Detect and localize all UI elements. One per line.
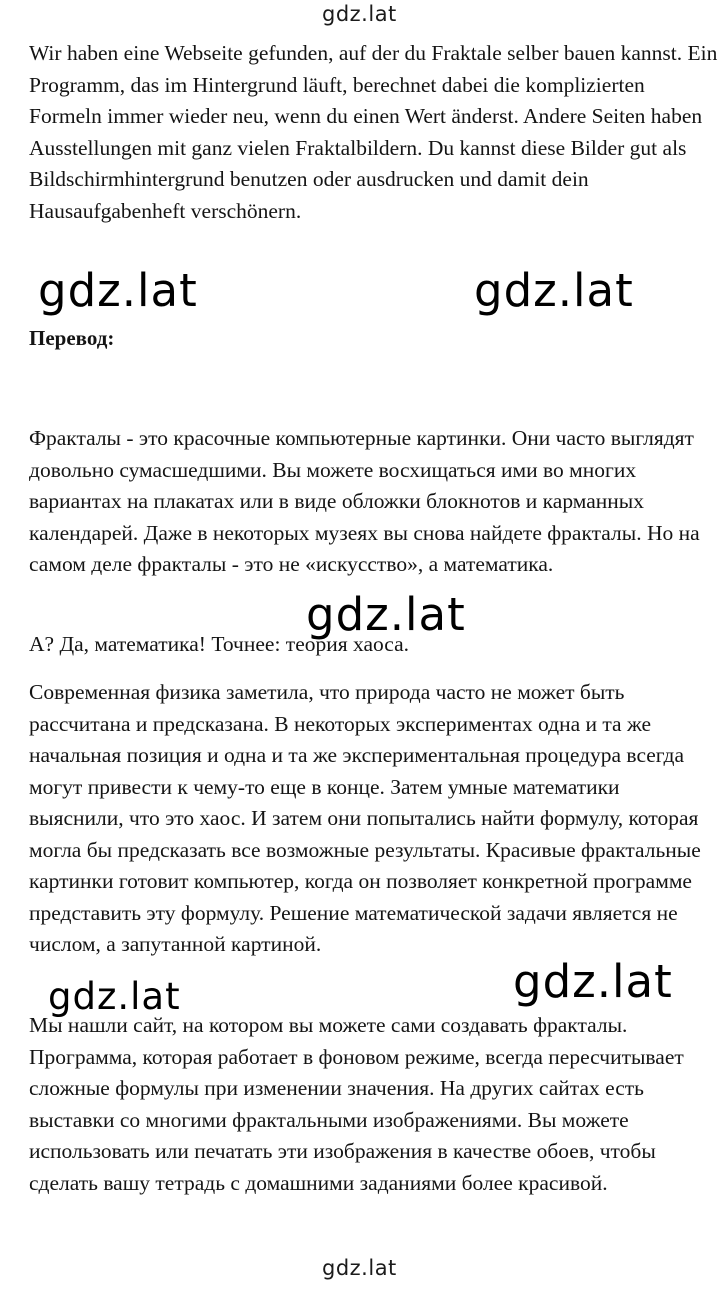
translation-paragraph-1: Фракталы - это красочные компьютерные картинки. Они часто выглядят довольно сумасшедшими. Вы можете восхищаться ими во многих вариантах на плакатах или в виде обложки блокнотов и карманных календарей. Даже в некоторых музеях вы снова найдете фракталы. Но на самом деле фракталы - это не «искусство», а математика. [29, 426, 700, 576]
translation-paragraph-3: Современная физика заметила, что природа часто не может быть рассчитана и предсказана. В некоторых экспериментах одна и та же начальная позиция и одна и та же экспериментальная процедура всегда могут привести к чему-то еще в конце. Затем умные математики выяснили, что это хаос. И затем они попытались найти формулу, которая могла бы предсказать все возможные результаты. Красивые фрактальные картинки готовит компьютер, когда он позволяет конкретной программе представить эту формулу. Решение математической задачи является не числом, а запутанной картиной. [29, 680, 701, 956]
watermark-big-center: gdz.lat [306, 588, 466, 641]
translation-paragraph-4: Мы нашли сайт, на котором вы можете сами создавать фракталы. Программа, которая работает в фоновом режиме, всегда пересчитывает сложные формулы при изменении значения. На других сайтах есть выставки со многими фрактальными изображениями. Вы можете использовать или печатать эти изображения в качестве обоев, чтобы сделать вашу тетрадь с домашними заданиями более красивой. [29, 1013, 684, 1195]
translation-paragraph-2: А? Да, математика! Точнее: теория хаоса. [29, 632, 410, 656]
translation-heading: Перевод: [29, 326, 115, 350]
german-paragraph: Wir haben eine Webseite gefunden, auf der du Fraktale selber bauen kannst. Ein Programm, das im Hintergrund läuft, berechnet dabei die komplizierten Formeln immer wieder neu, wenn du einen Wert änderst. Andere Seiten haben Ausstellungen mit ganz vielen Fraktalbildern. Du kannst diese Bilder gut als Bildschirmhintergrund benutzen oder ausdrucken und damit dein Hausaufgabenheft verschönern. [29, 41, 718, 223]
watermark-big-right: gdz.lat [474, 264, 634, 317]
watermark-top: gdz.lat [322, 2, 397, 26]
watermark-bottom: gdz.lat [322, 1256, 397, 1280]
watermark-big-right-lower: gdz.lat [513, 955, 673, 1008]
watermark-big-left: gdz.lat [38, 264, 198, 317]
watermark-big-left-lower: gdz.lat [48, 975, 181, 1018]
